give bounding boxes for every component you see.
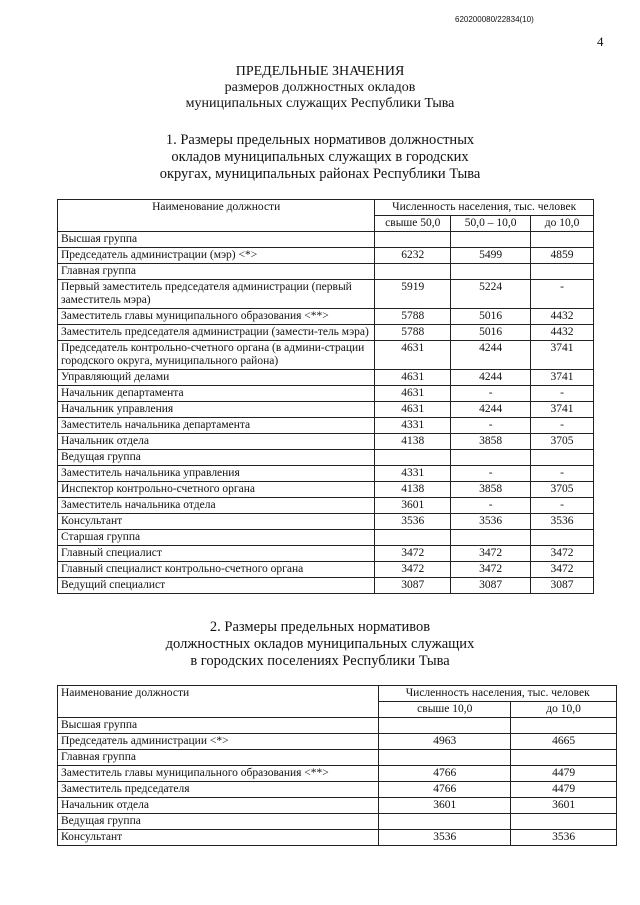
salary-value: 4963 [379, 734, 511, 750]
salary-value: 3741 [531, 370, 594, 386]
salary-value: 3087 [451, 578, 531, 594]
table-row [58, 418, 594, 434]
salary-value: 3705 [531, 482, 594, 498]
group-row [58, 264, 594, 280]
table-row [58, 766, 617, 782]
salary-value [375, 232, 451, 248]
document-id: 620200080/22834(10) [455, 15, 534, 24]
salary-value: - [531, 498, 594, 514]
header-position-name: Наименование должности [58, 686, 379, 718]
table-row [58, 734, 617, 750]
salary-value [379, 750, 511, 766]
salary-value [375, 530, 451, 546]
salary-value: 4631 [375, 370, 451, 386]
table-row [58, 248, 594, 264]
group-row [58, 232, 594, 248]
table-row [58, 325, 594, 341]
salary-value: 5788 [375, 325, 451, 341]
salary-value: - [531, 386, 594, 402]
table-row [58, 341, 594, 370]
salary-value: 3741 [531, 341, 594, 370]
salary-value: 3536 [511, 830, 617, 846]
position-name: Управляющий делами [58, 370, 375, 386]
salary-value: 4138 [375, 434, 451, 450]
header-col-over-50: свыше 50,0 [375, 216, 451, 232]
position-name: Заместитель начальника департамента [58, 418, 375, 434]
table-row [58, 782, 617, 798]
table-row [58, 402, 594, 418]
salary-value [451, 264, 531, 280]
salary-value: 4766 [379, 782, 511, 798]
salary-value: 3472 [531, 546, 594, 562]
position-name: Заместитель главы муниципального образования <**> [58, 309, 375, 325]
document-title [0, 64, 640, 112]
salary-value: 5499 [451, 248, 531, 264]
position-name: Заместитель председателя администрации (замести-тель мэра) [58, 325, 375, 341]
header-position-name: Наименование должности [58, 200, 375, 232]
heading-line: окладов муниципальных служащих в городских [171, 149, 469, 165]
table-row [58, 370, 594, 386]
position-name: Председатель администрации <*> [58, 734, 379, 750]
position-name: Начальник отдела [58, 434, 375, 450]
salary-value [451, 232, 531, 248]
salary-value [379, 814, 511, 830]
salary-value: 3601 [379, 798, 511, 814]
position-name: Первый заместитель председателя администрации (первый заместитель мэра) [58, 280, 375, 309]
section1-heading [0, 132, 640, 183]
salary-value [375, 264, 451, 280]
table-row [58, 514, 594, 530]
position-name: Заместитель председателя [58, 782, 379, 798]
salary-value: 4766 [379, 766, 511, 782]
position-name: Председатель администрации (мэр) <*> [58, 248, 375, 264]
position-name: Главный специалист [58, 546, 375, 562]
salary-value [511, 814, 617, 830]
table-row [58, 578, 594, 594]
position-name: Главный специалист контрольно-счетного органа [58, 562, 375, 578]
group-label: Старшая группа [58, 530, 375, 546]
group-row [58, 450, 594, 466]
salary-value: - [451, 418, 531, 434]
salary-value: 5224 [451, 280, 531, 309]
salary-value: 4138 [375, 482, 451, 498]
salary-value: 3536 [531, 514, 594, 530]
table-row [58, 482, 594, 498]
salary-value: 3472 [375, 546, 451, 562]
title-line: ПРЕДЕЛЬНЫЕ ЗНАЧЕНИЯ [235, 64, 405, 79]
table-row [58, 798, 617, 814]
salary-value: 4331 [375, 418, 451, 434]
table-row [58, 386, 594, 402]
table-row [58, 562, 594, 578]
salary-value: 4331 [375, 466, 451, 482]
salary-value: 4631 [375, 341, 451, 370]
salary-value: 3601 [511, 798, 617, 814]
group-label: Ведущая группа [58, 450, 375, 466]
position-name: Председатель контрольно-счетного органа (в админи-страции городского округа, муниципального района) [58, 341, 375, 370]
table-row [58, 280, 594, 309]
salary-value: 3536 [451, 514, 531, 530]
salary-value: 3536 [375, 514, 451, 530]
salary-table-settlements [57, 685, 617, 846]
salary-table-districts [57, 199, 594, 594]
salary-value: - [451, 386, 531, 402]
group-row [58, 814, 617, 830]
salary-value [531, 530, 594, 546]
salary-value: 4631 [375, 386, 451, 402]
table-row [58, 466, 594, 482]
salary-value: 3087 [531, 578, 594, 594]
salary-value: 6232 [375, 248, 451, 264]
group-label: Высшая группа [58, 232, 375, 248]
position-name: Инспектор контрольно-счетного органа [58, 482, 375, 498]
salary-value: 4479 [511, 766, 617, 782]
salary-value: 4432 [531, 325, 594, 341]
table-row [58, 498, 594, 514]
salary-value [531, 232, 594, 248]
salary-value: 5016 [451, 325, 531, 341]
position-name: Консультант [58, 830, 379, 846]
group-label: Ведущая группа [58, 814, 379, 830]
salary-value: 3601 [375, 498, 451, 514]
table-body [58, 718, 617, 846]
header-col-50-10: 50,0 – 10,0 [451, 216, 531, 232]
salary-value: - [531, 466, 594, 482]
position-name: Ведущий специалист [58, 578, 375, 594]
salary-value [451, 450, 531, 466]
header-col-under-10: до 10,0 [511, 702, 617, 718]
salary-value: 3087 [375, 578, 451, 594]
salary-value [511, 750, 617, 766]
salary-value [531, 450, 594, 466]
table-row [58, 434, 594, 450]
position-name: Консультант [58, 514, 375, 530]
position-name: Начальник отдела [58, 798, 379, 814]
table-row [58, 830, 617, 846]
salary-value [531, 264, 594, 280]
heading-line: 1. Размеры предельных нормативов должностных [165, 132, 475, 148]
salary-value: 4479 [511, 782, 617, 798]
salary-value: 3472 [375, 562, 451, 578]
salary-value: 3858 [451, 434, 531, 450]
salary-value: 4244 [451, 402, 531, 418]
salary-value: 5016 [451, 309, 531, 325]
heading-line: в городских поселениях Республики Тыва [190, 653, 450, 669]
table-row [58, 546, 594, 562]
group-label: Главная группа [58, 750, 379, 766]
salary-value: 5788 [375, 309, 451, 325]
salary-value: - [531, 280, 594, 309]
salary-value: 3472 [531, 562, 594, 578]
salary-value: - [451, 498, 531, 514]
table-row [58, 309, 594, 325]
salary-value: 3858 [451, 482, 531, 498]
heading-line: должностных окладов муниципальных служащих [165, 636, 475, 652]
header-population: Численность населения, тыс. человек [375, 200, 594, 216]
group-label: Высшая группа [58, 718, 379, 734]
header-col-over-10: свыше 10,0 [379, 702, 511, 718]
group-row [58, 718, 617, 734]
group-label: Главная группа [58, 264, 375, 280]
title-line: муниципальных служащих Республики Тыва [185, 96, 455, 111]
group-row [58, 750, 617, 766]
page-number: 4 [597, 34, 604, 49]
salary-value: 4859 [531, 248, 594, 264]
header-col-under-10: до 10,0 [531, 216, 594, 232]
salary-value [375, 450, 451, 466]
header-population: Численность населения, тыс. человек [379, 686, 617, 702]
salary-value: 3536 [379, 830, 511, 846]
heading-line: округах, муниципальных районах Республики Тыва [159, 166, 481, 182]
position-name: Начальник управления [58, 402, 375, 418]
position-name: Заместитель начальника управления [58, 466, 375, 482]
salary-value: 5919 [375, 280, 451, 309]
salary-value: 4631 [375, 402, 451, 418]
salary-value: - [531, 418, 594, 434]
salary-value: 3741 [531, 402, 594, 418]
salary-value: - [451, 466, 531, 482]
position-name: Начальник департамента [58, 386, 375, 402]
salary-value: 4432 [531, 309, 594, 325]
salary-value [511, 718, 617, 734]
salary-value: 3705 [531, 434, 594, 450]
salary-value: 3472 [451, 562, 531, 578]
group-row [58, 530, 594, 546]
position-name: Заместитель главы муниципального образования <**> [58, 766, 379, 782]
position-name: Заместитель начальника отдела [58, 498, 375, 514]
salary-value: 4244 [451, 370, 531, 386]
title-line: размеров должностных окладов [224, 80, 416, 95]
heading-line: 2. Размеры предельных нормативов [209, 619, 431, 635]
salary-value: 3472 [451, 546, 531, 562]
salary-value: 4665 [511, 734, 617, 750]
salary-value [451, 530, 531, 546]
salary-value: 4244 [451, 341, 531, 370]
section2-heading [0, 619, 640, 670]
table-body [58, 232, 594, 594]
salary-value [379, 718, 511, 734]
